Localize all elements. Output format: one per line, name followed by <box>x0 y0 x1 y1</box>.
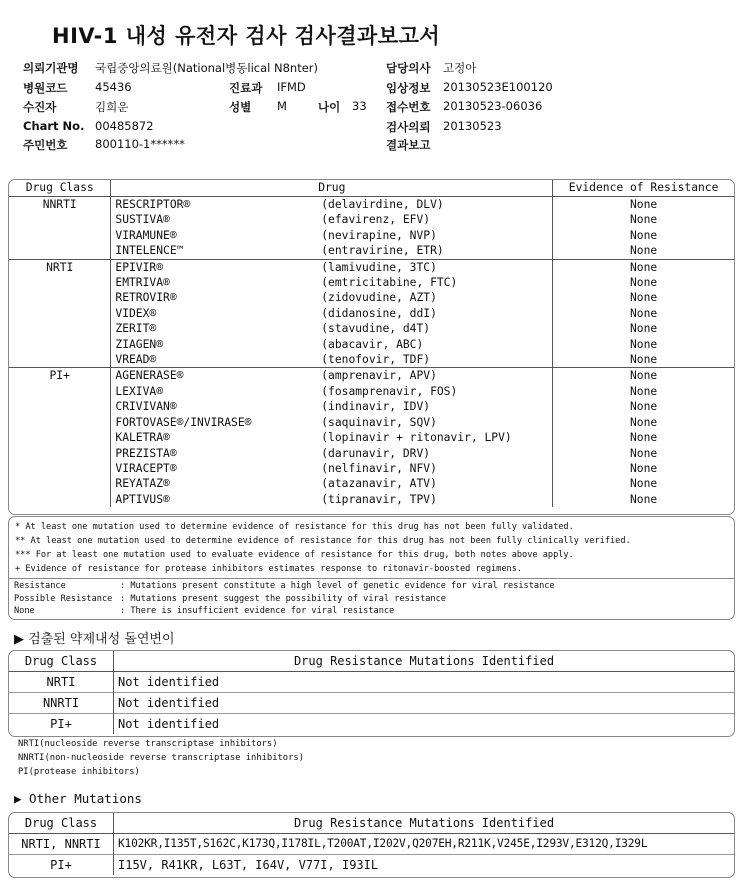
sex-value: M <box>277 99 287 113</box>
drug-brand-cell: EPIVIR® <box>111 259 317 275</box>
drug-brand-cell: KALETRA® <box>115 431 170 445</box>
patient-label: 수진자 <box>23 100 57 114</box>
drug-brand-cell: ZERIT® <box>115 322 157 336</box>
evidence-cell: None <box>553 446 734 461</box>
evidence-cell: None <box>553 415 734 430</box>
resident-id-value: 800110-1****** <box>95 137 185 151</box>
drug-generic-cell: (didanosine, ddI) <box>321 306 437 320</box>
drug-generic-cell: (saquinavir, SQV) <box>321 415 437 429</box>
table-row <box>9 275 734 290</box>
def-term: Resistance <box>14 581 66 591</box>
evidence-cell: None <box>553 476 734 491</box>
drug-brand-cell: INTELENCE™ <box>115 244 184 258</box>
result-label: 결과보고 <box>386 138 431 152</box>
table-row <box>9 352 734 368</box>
evidence-cell: None <box>553 197 734 213</box>
table-row <box>9 461 734 476</box>
table-row <box>9 476 734 491</box>
table-row <box>9 384 734 399</box>
evidence-cell: None <box>553 290 734 305</box>
drug-brand-cell: EMTRIVA® <box>115 276 170 290</box>
detected-heading: ▶ 검출된 약제내성 돌연변이 <box>14 632 175 647</box>
drug-generic-cell: (stavudine, d4T) <box>321 322 431 336</box>
drug-generic-cell: (delavirdine, DLV) <box>321 198 444 211</box>
drug-class-cell: NRTI, NNRTI <box>9 834 114 855</box>
header-drug-class: Drug Class <box>9 651 114 672</box>
drug-generic-cell: (entravirine, ETR) <box>321 244 444 258</box>
header-mutations: Drug Resistance Mutations Identified <box>114 813 735 834</box>
def-desc: : Mutations present constitute a high level of genetic evidence for viral resistance <box>120 581 555 591</box>
note-1: * At least one mutation used to determine evidence of resistance for this drug has not been fully validated. <box>15 522 574 532</box>
drug-generic-cell: (efavirenz, EFV) <box>321 213 431 227</box>
table-row <box>9 714 734 735</box>
request-value: 20130523 <box>443 119 502 133</box>
age-label: 나이 <box>318 100 341 114</box>
clinical-value: 20130523E100120 <box>443 80 553 94</box>
drug-brand-cell: VREAD® <box>115 353 157 367</box>
request-label: 검사의뢰 <box>386 120 431 134</box>
drug-brand-cell: RESCRIPTOR® <box>115 198 191 211</box>
doctor-label: 담당의사 <box>386 61 431 75</box>
mutation-cell: I15V, R41KR, L63T, I64V, V77I, I93IL <box>114 855 735 876</box>
resident-id-label: 주민번호 <box>23 138 68 152</box>
drug-brand-cell: ZIAGEN® <box>115 337 164 351</box>
mutation-cell: K102KR,I135T,S162C,K173Q,I178IL,T200AT,I202V,Q207EH,R211K,V245E,I293V,E312Q,I329L <box>114 834 735 855</box>
table-row <box>9 197 734 213</box>
drug-class-cell: NRTI <box>9 672 114 693</box>
drug-class-cell: PI+ <box>9 855 114 876</box>
table-row <box>9 430 734 445</box>
evidence-cell: None <box>553 243 734 259</box>
age-value: 33 <box>352 99 367 113</box>
table-row <box>9 368 734 384</box>
drug-brand-cell: PREZISTA® <box>115 446 177 460</box>
table-row <box>9 492 734 507</box>
drug-class-cell: NNRTI <box>9 693 114 714</box>
drug-generic-cell: (lopinavir + ritonavir, LPV) <box>321 431 512 445</box>
table-row <box>9 321 734 336</box>
drug-class-cell: PI+ <box>9 368 111 507</box>
header-drug-class: Drug Class <box>9 813 114 834</box>
drug-generic-cell: (fosamprenavir, FOS) <box>321 384 458 398</box>
evidence-cell: None <box>553 337 734 352</box>
dept-value: IFMD <box>277 80 306 94</box>
evidence-cell: None <box>553 461 734 476</box>
drug-brand-cell: CRIVIVAN® <box>115 400 177 414</box>
drug-generic-cell: (nevirapine, NVP) <box>321 228 437 242</box>
header-drug-class: Drug Class <box>9 180 111 197</box>
drug-brand-cell: SUSTIVA® <box>115 213 170 227</box>
other-mutations-heading: ▶ Other Mutations <box>14 791 142 806</box>
evidence-cell: None <box>553 228 734 243</box>
resistance-table <box>9 180 734 507</box>
evidence-cell: None <box>553 399 734 414</box>
drug-generic-cell: (atazanavir, ATV) <box>321 477 437 491</box>
drug-brand-cell: VIRACEPT® <box>115 461 177 475</box>
table-row <box>9 243 734 259</box>
evidence-cell: None <box>553 384 734 399</box>
drug-brand-cell: FORTOVASE®/INVIRASE® <box>115 415 252 429</box>
drug-generic-cell: (tipranavir, TPV) <box>321 492 437 506</box>
evidence-cell: None <box>553 212 734 227</box>
drug-generic-cell: (amprenavir, APV) <box>317 368 552 384</box>
abbreviations <box>18 738 304 779</box>
detected-table <box>9 651 734 734</box>
table-row <box>9 228 734 243</box>
table-row <box>9 693 734 714</box>
header-drug: Drug <box>111 180 553 197</box>
chart-no-label: Chart No. <box>23 119 85 133</box>
drug-generic-cell: (tenofovir, TDF) <box>321 353 431 367</box>
drug-class-cell: NRTI <box>9 259 111 368</box>
mutation-cell: Not identified <box>114 693 735 714</box>
table-row <box>9 399 734 414</box>
evidence-cell: None <box>553 306 734 321</box>
hospital-code-value: 45436 <box>95 80 132 94</box>
abbr-pi: PI(protease inhibitors) <box>18 766 140 777</box>
drug-class-cell: PI+ <box>9 714 114 735</box>
table-row <box>9 337 734 352</box>
note-2: ** At least one mutation used to determine evidence of resistance for this drug has not been fully clinically verified. <box>15 536 631 546</box>
evidence-cell: None <box>553 368 734 384</box>
table-row <box>9 446 734 461</box>
dept-label: 진료과 <box>229 81 263 95</box>
report-title: HIV-1 내성 유전자 검사 검사결과보고서 <box>52 24 441 48</box>
evidence-cell: None <box>553 352 734 368</box>
drug-brand-cell: APTIVUS® <box>115 492 170 506</box>
mutation-cell: Not identified <box>114 672 735 693</box>
receipt-value: 20130523-06036 <box>443 99 543 113</box>
table-row <box>9 306 734 321</box>
drug-generic-cell: (darunavir, DRV) <box>321 446 431 460</box>
table-row <box>9 212 734 227</box>
abbr-nnrti: NNRTI(non-nucleoside reverse transcriptase inhibitors) <box>18 752 304 763</box>
drug-class-cell: NNRTI <box>9 197 111 260</box>
evidence-cell: None <box>553 259 734 275</box>
table-row <box>9 855 734 876</box>
doctor-value: 고정아 <box>443 61 477 75</box>
header-evidence: Evidence of Resistance <box>553 180 734 197</box>
drug-generic-cell: (nelfinavir, NFV) <box>321 461 437 475</box>
sex-label: 성별 <box>229 100 252 114</box>
header-mutations: Drug Resistance Mutations Identified <box>114 651 735 672</box>
drug-brand-cell: AGENERASE® <box>111 368 317 384</box>
drug-generic-cell: (emtricitabine, FTC) <box>321 276 458 290</box>
drug-generic-cell: (lamivudine, 3TC) <box>317 259 552 275</box>
chart-no-value: 00485872 <box>95 119 154 133</box>
drug-brand-cell: RETROVIR® <box>115 291 177 305</box>
org-value: 국립중앙의료원(National병동lical N8nter) <box>95 61 319 75</box>
table-row <box>9 415 734 430</box>
detected-table-box <box>8 650 735 737</box>
evidence-cell: None <box>553 430 734 445</box>
drug-generic-cell: (zidovudine, AZT) <box>321 291 437 305</box>
def-term: None <box>14 606 35 616</box>
def-term: Possible Resistance <box>14 593 113 604</box>
note-4: + Evidence of resistance for protease inhibitors estimates response to ritonavir-boosted regimens. <box>15 564 523 574</box>
drug-generic-cell: (indinavir, IDV) <box>321 400 431 414</box>
receipt-label: 접수번호 <box>386 100 431 114</box>
table-row <box>9 259 734 275</box>
notes-box <box>8 516 735 620</box>
evidence-cell: None <box>553 492 734 507</box>
other-mutations-table-box <box>8 812 735 878</box>
drug-brand-cell: REYATAZ® <box>115 477 170 491</box>
definitions-table <box>14 580 555 618</box>
table-row <box>9 834 734 855</box>
drug-generic-cell: (abacavir, ABC) <box>321 337 424 351</box>
mutation-cell: Not identified <box>114 714 735 735</box>
hospital-code-label: 병원코드 <box>23 81 68 95</box>
def-desc: : There is insufficient evidence for viral resistance <box>120 606 395 616</box>
evidence-cell: None <box>553 275 734 290</box>
drug-brand-cell: VIRAMUNE® <box>115 228 177 242</box>
clinical-label: 임상정보 <box>386 81 431 95</box>
drug-brand-cell: LEXIVA® <box>115 384 164 398</box>
note-3: *** For at least one mutation used to evaluate evidence of resistance for this drug, both notes above apply. <box>15 550 574 560</box>
abbr-nrti: NRTI(nucleoside reverse transcriptase inhibitors) <box>18 739 278 749</box>
table-row <box>9 672 734 693</box>
table-row <box>9 290 734 305</box>
evidence-cell: None <box>553 321 734 336</box>
resistance-table-box <box>8 179 735 515</box>
drug-brand-cell: VIDEX® <box>115 306 157 320</box>
org-label: 의뢰기관명 <box>23 61 79 75</box>
def-desc: : Mutations present suggest the possibility of viral resistance <box>120 593 446 604</box>
patient-value: 김희운 <box>95 100 129 114</box>
other-mutations-table <box>9 813 734 875</box>
